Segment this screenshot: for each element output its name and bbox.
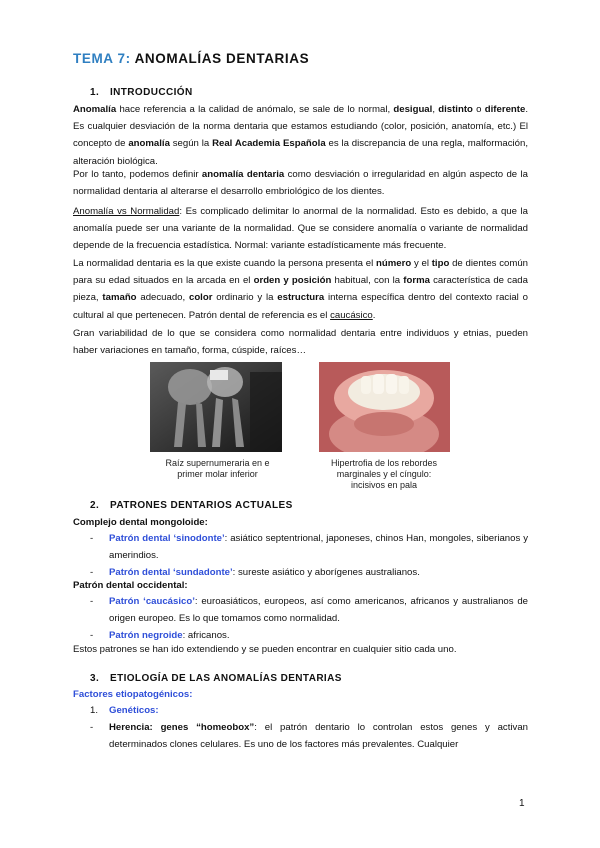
list-item: 1. Genéticos: (90, 705, 159, 716)
factores-label: Factores etiopatogénicos: (73, 689, 193, 700)
xray-image (150, 362, 282, 452)
intro-paragraph-3: Anomalía vs Normalidad: Es complicado delimitar lo anormal de la normalidad. Esto es debido, a que la anomalía puede ser una variante de la normalidad. Que se considere anomalía o variante de normalidad depende de la frecuencia estadística. Normal: variante estadísticamente más frecuente. (73, 206, 528, 252)
section-heading-1: 1. INTRODUCCIÓN (90, 87, 193, 98)
page-title (73, 51, 309, 66)
section-heading-3: 3. ETIOLOGÍA DE LAS ANOMALÍAS DENTARIAS (90, 673, 342, 684)
list-item: - Patrón ‘caucásico’: euroasiáticos, europeos, así como americanos, africanos y australianos de origen europeo. Es lo que tomamos como normalidad. (90, 596, 528, 625)
title-text: ANOMALÍAS DENTARIAS (134, 51, 310, 66)
occidental-label: Patrón dental occidental: (73, 580, 188, 591)
title-number: TEMA 7: (73, 51, 131, 66)
intro-paragraph-1: Anomalía hace referencia a la calidad de anómalo, se sale de lo normal, desigual, distinto o diferente. Es cualquier desviación de la norma dentaria que estamos estudiando (color, posición, anatomía, etc.) El concepto de anomalía según la Real Academia Española es la discrepancia de una regla, malformación, alteración biológica. (73, 104, 528, 167)
section-heading-2: 2. PATRONES DENTARIOS ACTUALES (90, 500, 293, 511)
intro-paragraph-2: Por lo tanto, podemos definir anomalía dentaria como desviación o irregularidad en algún aspecto de la normalidad dentaria al alterarse el desarrollo embriológico de los dientes. (73, 169, 528, 198)
intro-paragraph-5: Gran variabilidad de lo que se considera como normalidad dentaria entre individuos y etnias, pueden haber variaciones en tamaño, forma, cúspide, raíces… (73, 328, 528, 357)
mongoloide-label: Complejo dental mongoloide: (73, 517, 208, 528)
mouth-photo (319, 362, 450, 452)
patrones-closing: Estos patrones se han ido extendiendo y se pueden encontrar en cualquier sitio cada uno. (73, 644, 457, 655)
page-number: 1 (519, 798, 525, 809)
xray-illustration (150, 362, 282, 452)
list-item: - Patrón negroide: africanos. (90, 630, 230, 641)
list-item: - Herencia: genes “homeobox”: el patrón dentario lo controlan estos genes y activan determinados clones celulares. Es uno de los factores más prevalentes. Cualquier (90, 722, 528, 751)
list-item: - Patrón dental ‘sundadonte’: sureste asiático y aborígenes australianos. (90, 567, 420, 578)
xray-caption: Raíz supernumeraria en e primer molar inferior (165, 458, 270, 479)
intro-paragraph-4: La normalidad dentaria es la que existe cuando la persona presenta el número y el tipo de dientes común para su edad situados en la arcada en el orden y posición habitual, con la forma característica de cada pieza, tamaño adecuado, color ordinario y la estructura interna específica dentro del contexto racial o cultural al que pertenecen. Patrón dental de referencia es el caucásico. (73, 258, 529, 321)
mouth-caption: Hipertrofia de los rebordes marginales y el cíngulo: incisivos en pala (330, 458, 438, 490)
mouth-illustration (319, 362, 450, 452)
list-item: - Patrón dental ‘sinodonte’: asiático septentrional, japoneses, chinos Han, mongoles, siberianos y amerindios. (90, 533, 528, 562)
